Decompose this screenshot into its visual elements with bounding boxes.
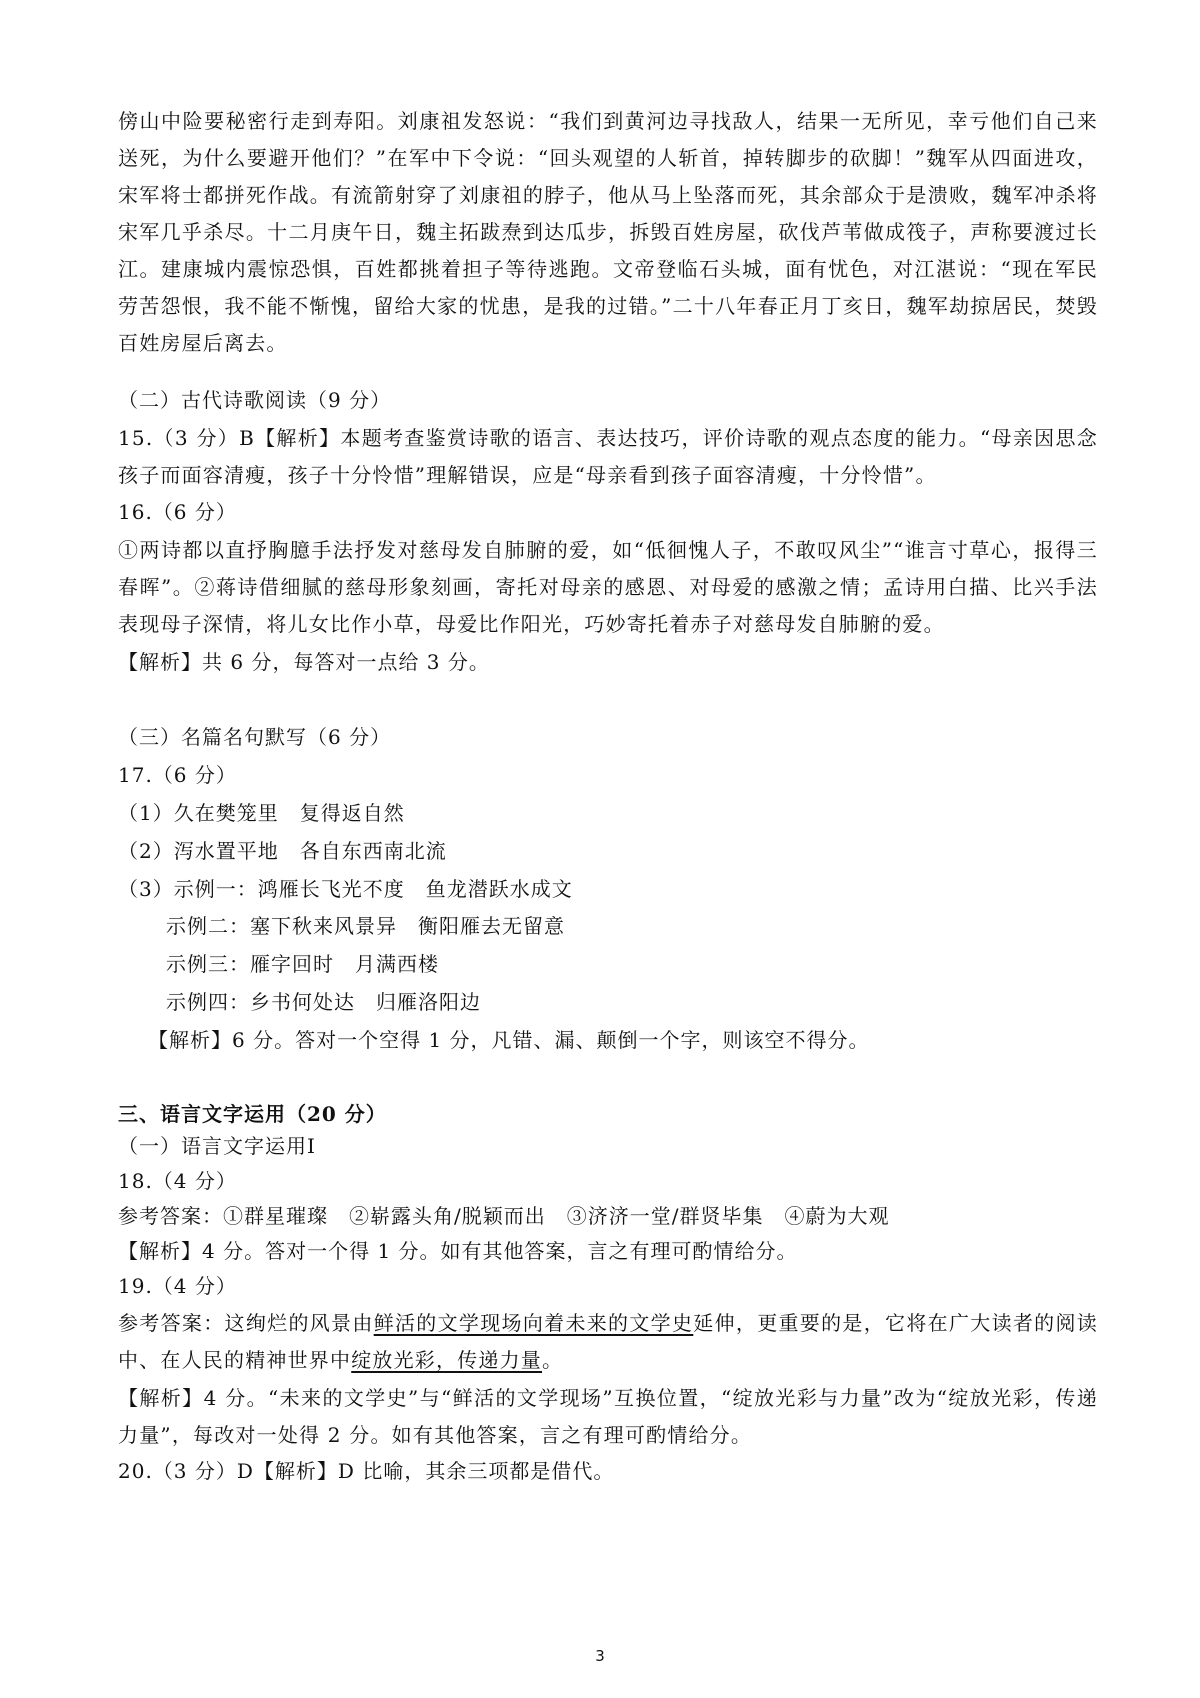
q19-answer-text-2: 延伸，更重要的是，它将在广大读者的阅读中、在人民的精神世界中 [118,1311,1098,1372]
q19-answer-text-1: 参考答案：这绚烂的风景由 [118,1311,374,1335]
recitation-heading: （三）名篇名句默写（6 分） [118,725,392,749]
q19-title: 19.（4 分） [118,1274,237,1298]
q18-title: 18.（4 分） [118,1169,237,1193]
page-number: 3 [595,1647,605,1665]
q19-answer-text-3: 。 [542,1348,564,1372]
language-subheading: （一）语言文字运用I [118,1134,316,1158]
narrative-paragraph: 傍山中险要秘密行走到寿阳。刘康祖发怒说：“我们到黄河边寻找敌人，结果一无所见，幸亏他们自己来送死，为什么要避开他们？”在军中下令说：“回头观望的人斩首，掉转脚步的砍脚！”魏军从四面进攻，宋军将士都拼死作战。有流箭射穿了刘康祖的脖子，他从马上坠落而死，其余部众于是溃败，魏军冲杀将宋军几乎杀尽。十二月庚午日，魏主拓跋焘到达瓜步，拆毁百姓房屋，砍伐芦苇做成筏子，声称要渡过长江。建康城内震惊恐惧，百姓都挑着担子等待逃跑。文帝登临石头城，面有忧色，对江湛说：“现在军民劳苦怨恨，我不能不惭愧，留给大家的忧患，是我的过错。”二十八年春正月丁亥日，魏军劫掠居民，焚毁百姓房屋后离去。 [118,109,1098,355]
q15-answer: 15.（3 分）B【解析】本题考查鉴赏诗歌的语言、表达技巧，评价诗歌的观点态度的能力。“母亲因思念孩子而面容清瘦，孩子十分怜惜”理解错误，应是“母亲看到孩子面容清瘦，十分怜惜”。 [118,426,1098,487]
section-title-language: 三、语言文字运用（20 分） [118,1102,387,1126]
q19-analysis: 【解析】4 分。“未来的文学史”与“鲜活的文学现场”互换位置，“绽放光彩与力量”改为“绽放光彩，传递力量”，每改对一处得 2 分。如有其他答案，言之有理可酌情给分。 [118,1386,1098,1447]
q18-analysis: 【解析】4 分。答对一个得 1 分。如有其他答案，言之有理可酌情给分。 [118,1239,798,1263]
q17-example-2: 示例二：塞下秋来风景异 衡阳雁去无留意 [166,914,565,938]
q16-title: 16.（6 分） [118,500,237,524]
q17-analysis: 【解析】6 分。答对一个空得 1 分，凡错、漏、颠倒一个字，则该空不得分。 [148,1028,870,1052]
q17-example-4: 示例四：乡书何处达 归雁洛阳边 [166,990,481,1014]
q16-analysis: 【解析】共 6 分，每答对一点给 3 分。 [118,650,490,674]
q17-answer-1: （1）久在樊笼里 复得返自然 [118,801,405,825]
q18-answer: 参考答案：①群星璀璨 ②崭露头角/脱颖而出 ③济济一堂/群贤毕集 ④蔚为大观 [118,1204,890,1228]
q19-underlined-phrase-1: 鲜活的文学现场向着未来的文学史 [373,1311,694,1335]
q17-title: 17.（6 分） [118,763,237,787]
q16-answer: ①两诗都以直抒胸臆手法抒发对慈母发自肺腑的爱，如“低徊愧人子，不敢叹风尘”“谁言寸草心，报得三春晖”。②蒋诗借细腻的慈母形象刻画，寄托对母亲的感恩、对母爱的感激之情；孟诗用白描、比兴手法表现母子深情，将儿女比作小草，母爱比作阳光，巧妙寄托着赤子对慈母发自肺腑的爱。 [118,538,1098,636]
q19-underlined-phrase-2: 绽放光彩，传递力量 [351,1348,543,1372]
q17-example-3: 示例三：雁字回时 月满西楼 [166,952,439,976]
q17-answer-3: （3）示例一：鸿雁长飞光不度 鱼龙潜跃水成文 [118,877,573,901]
q20-answer: 20.（3 分）D【解析】D 比喻，其余三项都是借代。 [118,1459,615,1483]
q19-answer [118,1305,1098,1379]
poetry-heading: （二）古代诗歌阅读（9 分） [118,388,392,412]
q17-answer-2: （2）泻水置平地 各自东西南北流 [118,839,447,863]
